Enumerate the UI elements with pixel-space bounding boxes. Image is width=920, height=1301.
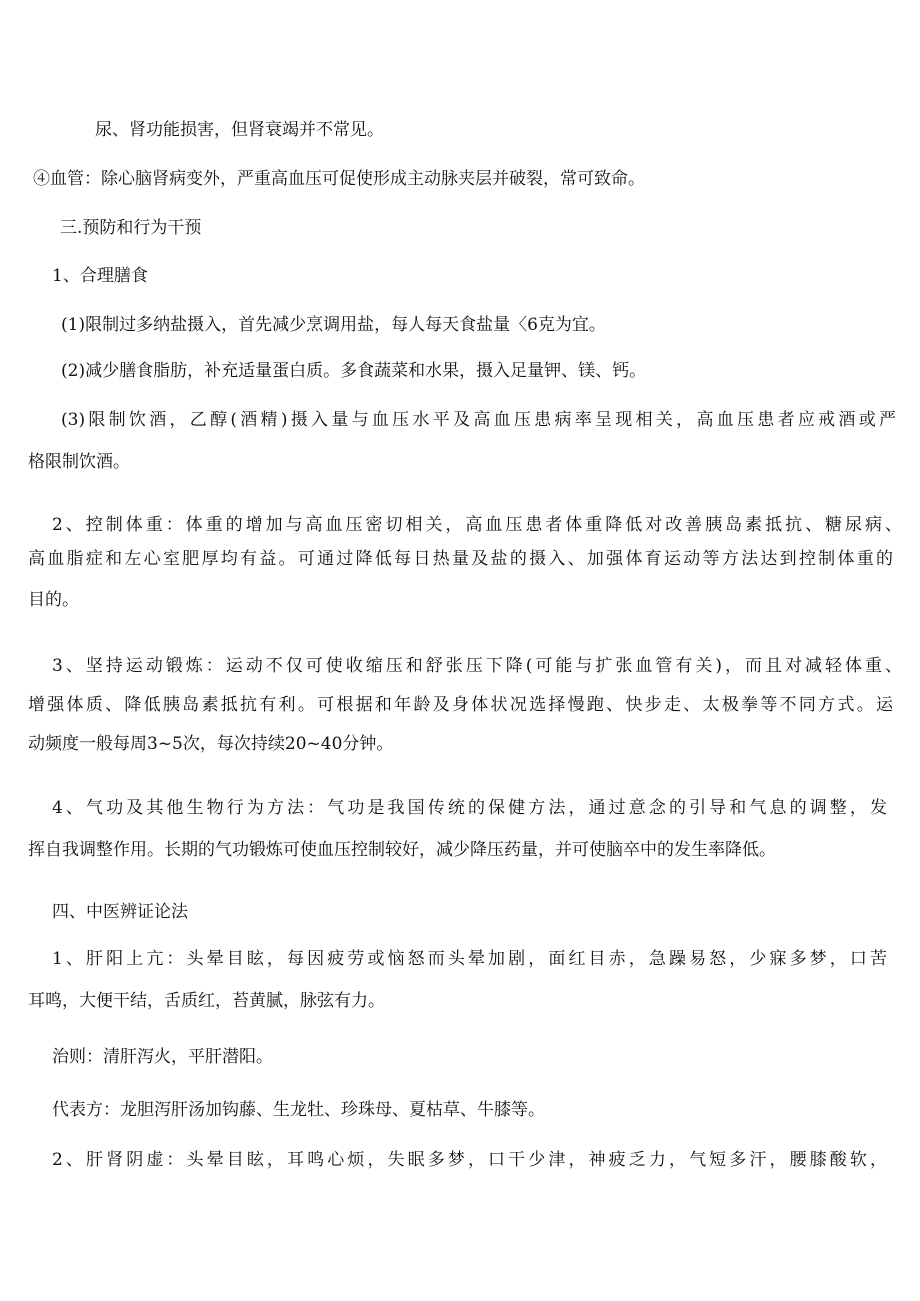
- text-line: 尿、肾功能损害，但肾衰竭并不常见。: [95, 120, 384, 140]
- section-heading: 四、中医辨证论法: [52, 902, 188, 922]
- text-line: 格限制饮酒。: [28, 452, 130, 472]
- text-line: 2、控制体重：体重的增加与高血压密切相关，高血压患者体重降低对改善胰岛素抵抗、糖尿病、: [52, 515, 902, 535]
- text-line: (2)减少膳食脂肪，补充适量蛋白质。多食蔬菜和水果，摄入足量钾、镁、钙。: [61, 361, 647, 381]
- text-line: 代表方：龙胆泻肝汤加钩藤、生龙牡、珍珠母、夏枯草、牛膝等。: [52, 1100, 545, 1120]
- text-line: 动频度一般每周3~5次，每次持续20~40分钟。: [28, 734, 394, 754]
- text-line: 耳鸣，大便干结，舌质红，苔黄腻，脉弦有力。: [28, 991, 385, 1011]
- subsection-heading: 1、合理膳食: [52, 266, 148, 286]
- text-line: 高血脂症和左心室肥厚均有益。可通过降低每日热量及盐的摄入、加强体育运动等方法达到控制体重的: [28, 549, 893, 569]
- text-line: 4、气功及其他生物行为方法：气功是我国传统的保健方法，通过意念的引导和气息的调整，发: [52, 798, 887, 818]
- text-line: 治则：清肝泻火，平肝潜阳。: [52, 1047, 273, 1067]
- text-line: (3)限制饮酒，乙醇(酒精)摄入量与血压水平及高血压患病率呈现相关，高血压患者应戒酒或严: [61, 410, 896, 430]
- section-heading: 三.预防和行为干预: [60, 218, 202, 238]
- text-line: 目的。: [28, 590, 79, 610]
- text-line: 1、肝阳上亢：头晕目眩，每因疲劳或恼怒而头晕加剧，面红目赤，急躁易怒，少寐多梦，口苦: [52, 949, 887, 969]
- text-line: ④血管：除心脑肾病变外，严重高血压可促使形成主动脉夹层并破裂，常可致命。: [33, 169, 645, 189]
- text-line: 挥自我调整作用。长期的气功锻炼可使血压控制较好，减少降压药量，并可使脑卒中的发生率降低。: [28, 840, 776, 860]
- text-line: 增强体质、降低胰岛素抵抗有利。可根据和年龄及身体状况选择慢跑、快步走、太极拳等不同方式。运: [28, 695, 893, 715]
- text-line: (1)限制过多纳盐摄入，首先减少烹调用盐，每人每天食盐量〈6克为宜。: [61, 315, 606, 335]
- text-line: 2、肝肾阴虚：头晕目眩，耳鸣心烦，失眠多梦，口干少津，神疲乏力，气短多汗，腰膝酸软，: [52, 1150, 887, 1170]
- text-line: 3、坚持运动锻炼：运动不仅可使收缩压和舒张压下降(可能与扩张血管有关)，而且对减轻体重、: [52, 656, 902, 676]
